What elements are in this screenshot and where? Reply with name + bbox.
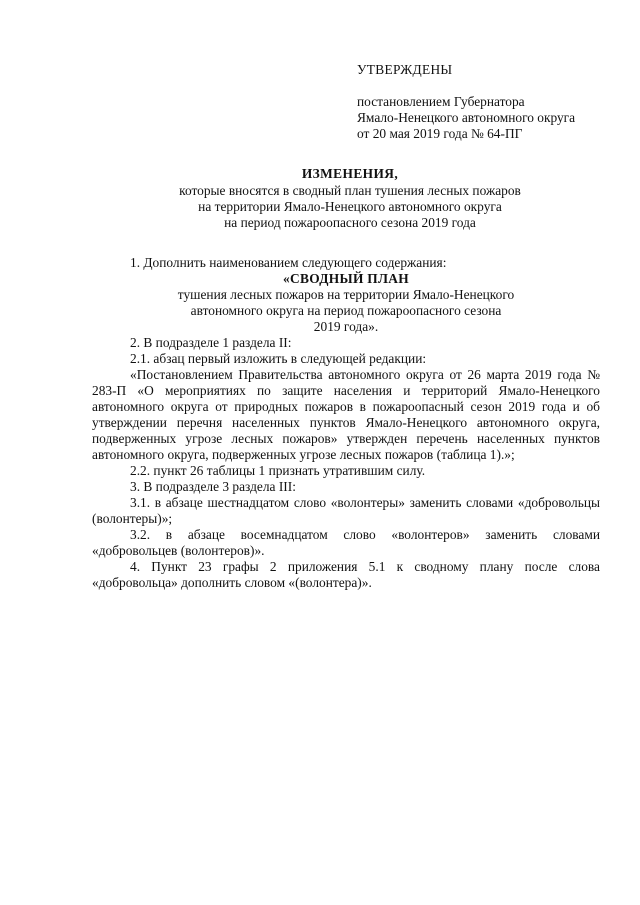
item-3-1: 3.1. в абзаце шестнадцатом слово «волонтеры» заменить словами «добровольцы (волонтеры)»; <box>92 495 600 526</box>
approval-block <box>357 62 617 142</box>
document-subtitle-line-2: на территории Ямало-Ненецкого автономного округа <box>198 199 502 214</box>
item-2-1-text: «Постановлением Правительства автономного округа от 26 марта 2019 года № 283-П «О мероприятиях по защите населения и территорий Ямало-Ненецкого автономного округа от природных пожаров в пожароопасный сезон 2019 года и об утверждении перечня населенных пунктов Ямало-Ненецкого автономного округа, подверженных угрозе лесных пожаров» утвержден перечень населенных пунктов автономного округа, подверженных угрозе лесных пожаров (таблица 1).»; <box>92 367 600 462</box>
document-body <box>92 255 600 591</box>
approval-line-3: от 20 мая 2019 года № 64-ПГ <box>357 126 523 141</box>
document-heading: ИЗМЕНЕНИЯ, <box>301 166 399 181</box>
item-2-1: 2.1. абзац первый изложить в следующей редакции: <box>130 351 427 366</box>
document-title-block <box>60 166 640 231</box>
item-2: 2. В подразделе 1 раздела II: <box>130 335 292 350</box>
plan-line-1: тушения лесных пожаров на территории Ямало-Ненецкого <box>177 287 515 302</box>
item-4: 4. Пункт 23 графы 2 приложения 5.1 к сводному плану после слова «добровольца» дополнить словом «(волонтера)». <box>92 559 600 590</box>
plan-line-3: 2019 года». <box>313 319 379 334</box>
approval-title: УТВЕРЖДЕНЫ <box>357 62 453 77</box>
approval-line-2: Ямало-Ненецкого автономного округа <box>357 110 576 125</box>
approval-line-1: постановлением Губернатора <box>357 94 525 109</box>
item-1: 1. Дополнить наименованием следующего содержания: <box>130 255 447 270</box>
document-subtitle-line-1: которые вносятся в сводный план тушения лесных пожаров <box>179 183 521 198</box>
item-2-2: 2.2. пункт 26 таблицы 1 признать утратившим силу. <box>130 463 426 478</box>
plan-heading: «СВОДНЫЙ ПЛАН <box>283 271 409 286</box>
item-3: 3. В подразделе 3 раздела III: <box>130 479 296 494</box>
document-subtitle-line-3: на период пожароопасного сезона 2019 года <box>224 215 476 230</box>
item-3-2: 3.2. в абзаце восемнадцатом слово «волонтеров» заменить словами «добровольцев (волонтеров)». <box>92 527 600 558</box>
plan-line-2: автономного округа на период пожароопасного сезона <box>190 303 502 318</box>
